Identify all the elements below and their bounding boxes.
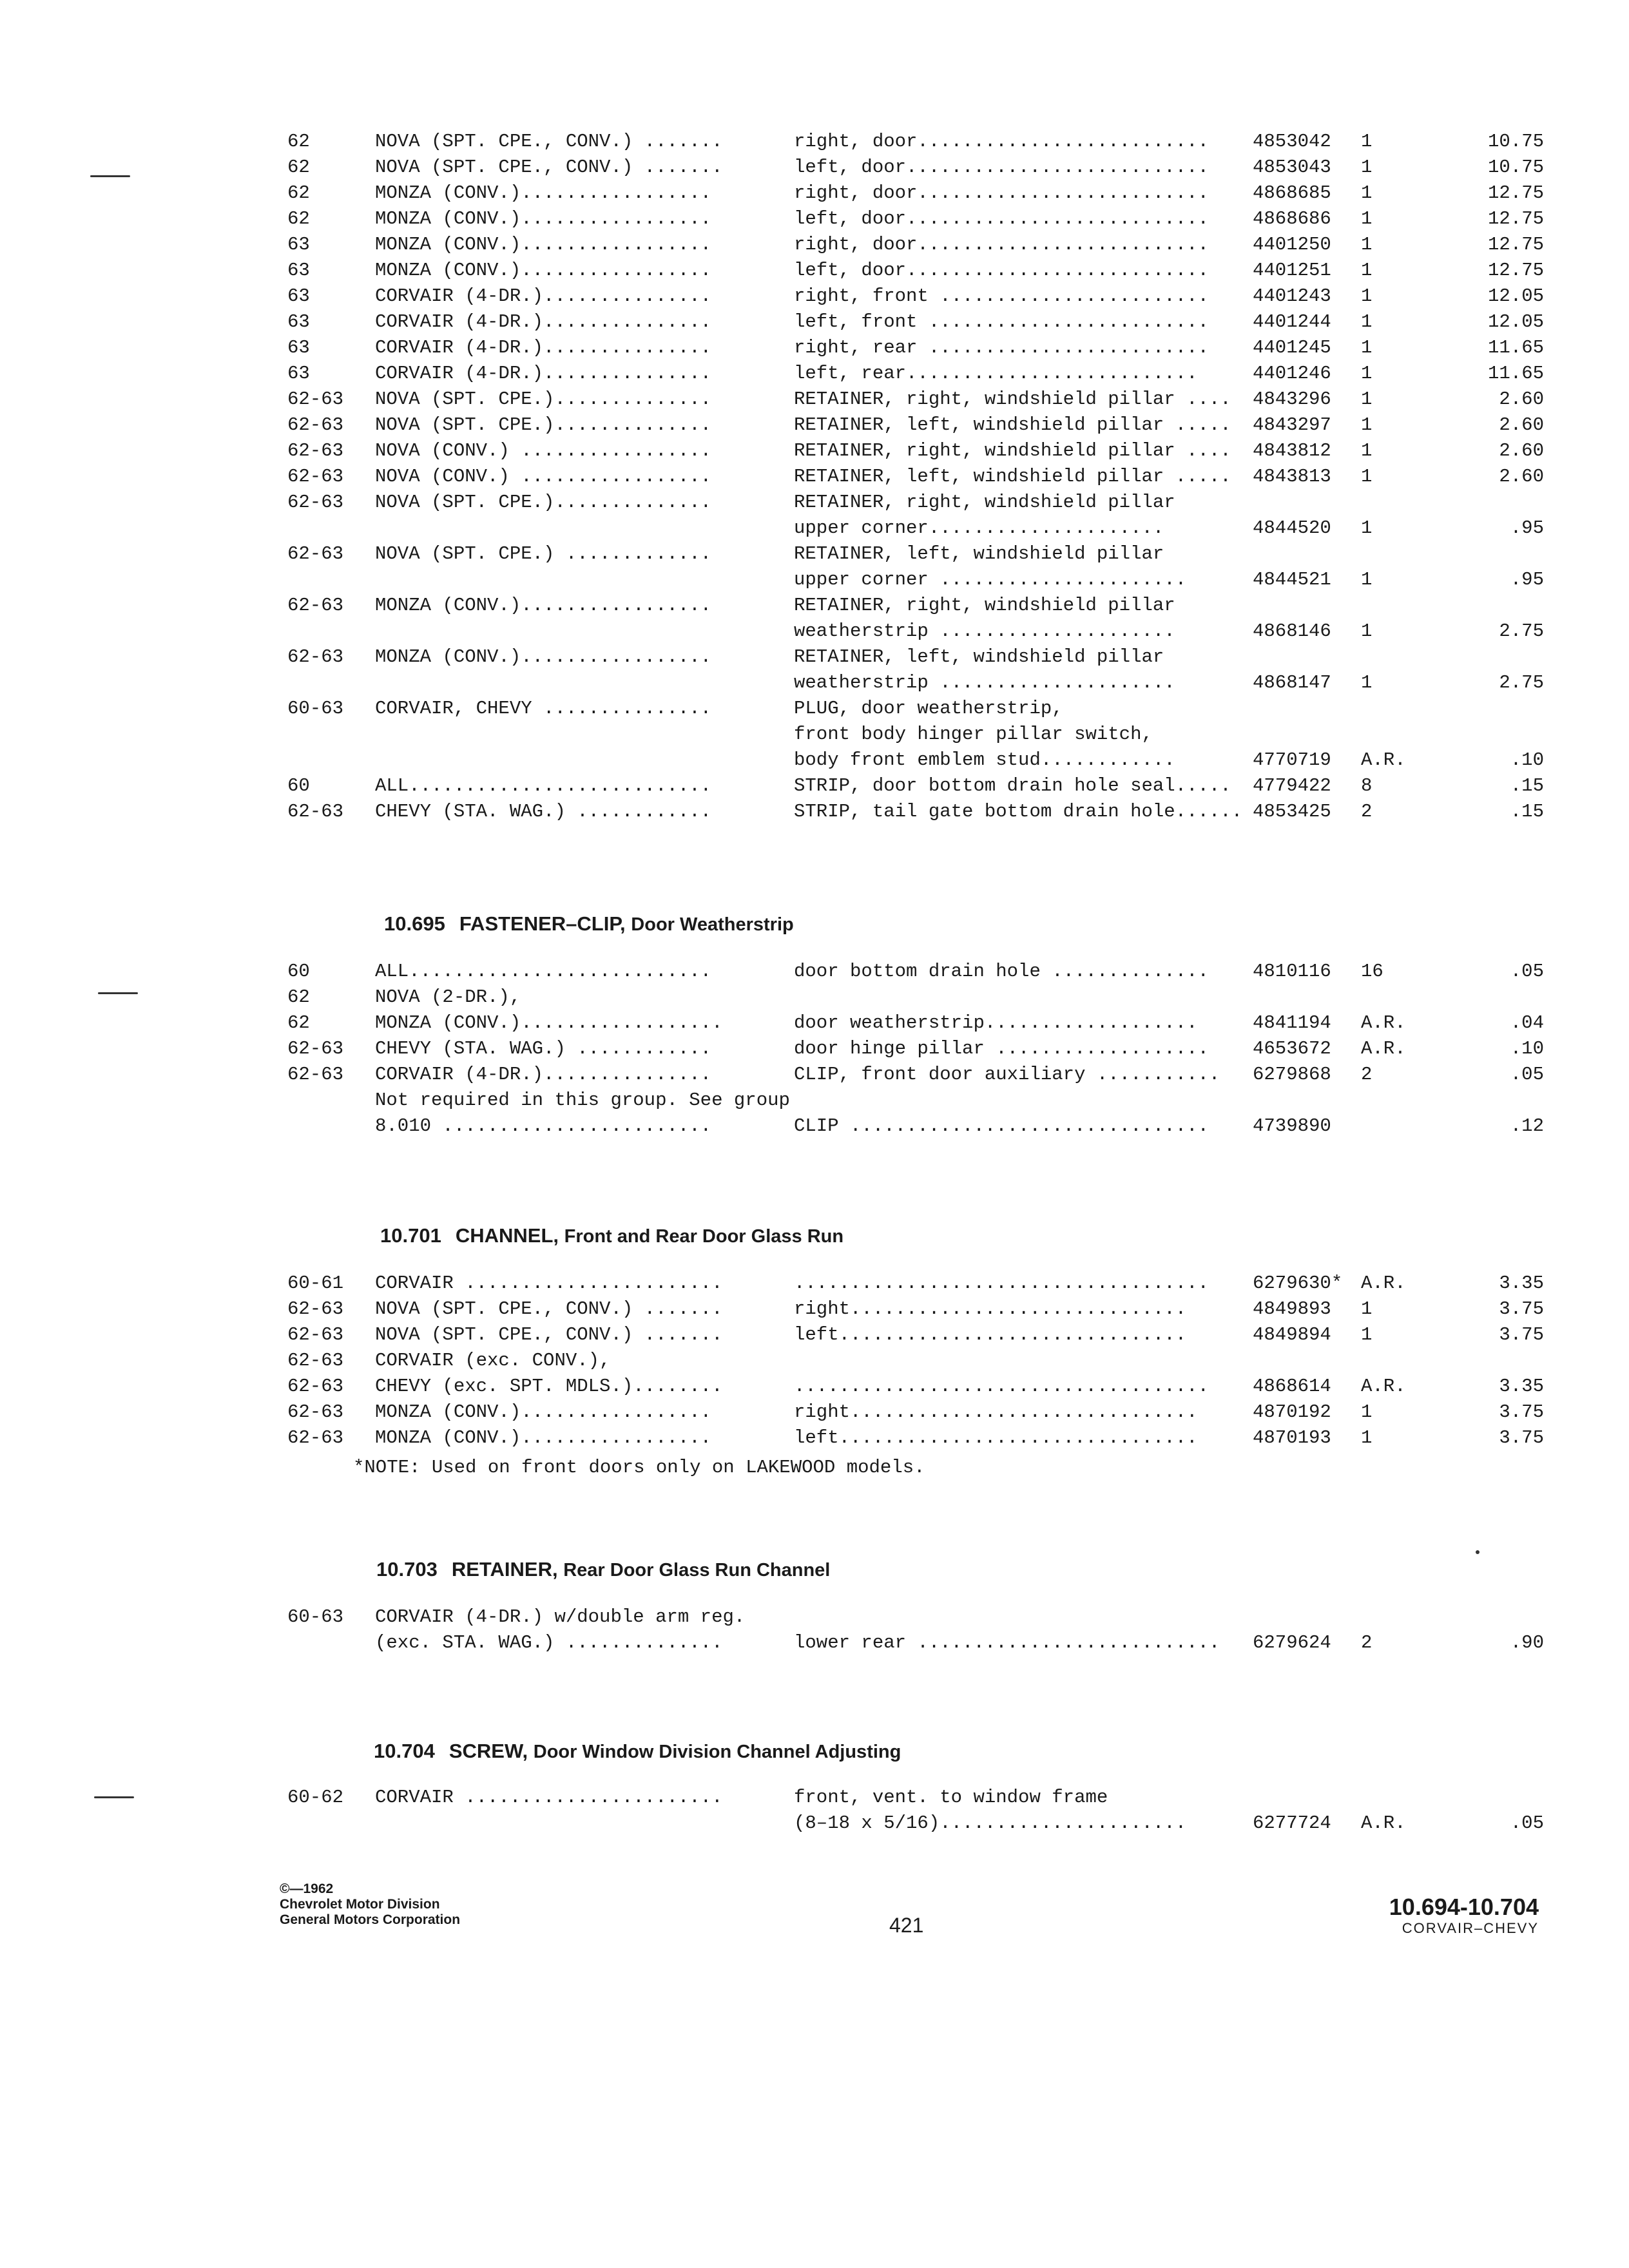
cell-qty: A.R. <box>1361 749 1406 771</box>
table-row <box>0 540 1629 568</box>
cell-qty: 1 <box>1361 517 1373 539</box>
cell-desc: left................................ <box>794 1427 1198 1448</box>
cell-price: .90 <box>1510 1632 1544 1653</box>
cell-model: CORVAIR (4-DR.)............... <box>375 1064 712 1085</box>
margin-dot <box>1476 1550 1480 1554</box>
cell-qty: 1 <box>1361 311 1373 332</box>
cell-price: 12.75 <box>1487 234 1544 255</box>
cell-desc: RETAINER, right, windshield pillar <box>794 595 1175 616</box>
section-number: 10.701 <box>380 1224 441 1247</box>
cell-part: 4853043 <box>1253 157 1331 178</box>
table-row <box>0 128 1629 156</box>
cell-year: 62 <box>287 131 310 152</box>
cell-desc: RETAINER, left, windshield pillar ..... <box>794 414 1231 436</box>
cell-desc: upper corner ...................... <box>794 569 1187 590</box>
cell-desc: left, rear.......................... <box>794 363 1198 384</box>
cell-model: CORVAIR ....................... <box>375 1273 723 1294</box>
cell-qty: 1 <box>1361 620 1373 642</box>
cell-part: 4853042 <box>1253 131 1331 152</box>
cell-desc: (8–18 x 5/16)...................... <box>794 1812 1187 1834</box>
cell-qty: 1 <box>1361 1427 1373 1448</box>
table-row <box>0 669 1629 697</box>
cell-part: 6279868 <box>1253 1064 1331 1085</box>
cell-model: NOVA (SPT. CPE., CONV.) ....... <box>375 131 723 152</box>
cell-price: 2.60 <box>1499 466 1544 487</box>
cell-model: Not required in this group. See group <box>375 1090 790 1111</box>
cell-year: 62 <box>287 986 310 1008</box>
table-row <box>0 772 1629 800</box>
section-subtitle: Door Window Division Channel Adjusting <box>533 1742 901 1762</box>
cell-year: 62-63 <box>287 1427 344 1448</box>
cell-part: 4844520 <box>1253 517 1331 539</box>
section-number: 10.703 <box>376 1558 438 1581</box>
cell-qty: 1 <box>1361 1298 1373 1320</box>
cell-desc: left, door........................... <box>794 157 1209 178</box>
cell-year: 60-61 <box>287 1273 344 1294</box>
table-row <box>0 1061 1629 1089</box>
cell-model: NOVA (SPT. CPE.).............. <box>375 492 712 513</box>
table-row <box>0 617 1629 646</box>
cell-part: 4401250 <box>1253 234 1331 255</box>
cell-price: 3.75 <box>1499 1401 1544 1423</box>
cell-year: 62-63 <box>287 543 344 564</box>
cell-qty: 1 <box>1361 389 1373 410</box>
cell-qty: 1 <box>1361 157 1373 178</box>
table-row <box>0 1347 1629 1375</box>
section-heading-10-701 <box>380 1220 843 1251</box>
cell-price: 12.75 <box>1487 182 1544 204</box>
table-row <box>0 1603 1629 1631</box>
table-row <box>0 643 1629 671</box>
cell-year: 63 <box>287 337 310 358</box>
table-row <box>0 1809 1629 1838</box>
table-row <box>0 1112 1629 1140</box>
cell-desc: upper corner..................... <box>794 517 1164 539</box>
cell-part: 4870192 <box>1253 1401 1331 1423</box>
cell-year: 62-63 <box>287 1350 344 1371</box>
cell-year: 62-63 <box>287 1401 344 1423</box>
table-row <box>0 488 1629 517</box>
table-row <box>0 695 1629 723</box>
table-row <box>0 153 1629 182</box>
cell-desc: RETAINER, right, windshield pillar .... <box>794 389 1231 410</box>
cell-part: 4868686 <box>1253 208 1331 229</box>
cell-model: CORVAIR, CHEVY ............... <box>375 698 712 719</box>
cell-qty: 1 <box>1361 208 1373 229</box>
cell-desc: RETAINER, right, windshield pillar <box>794 492 1175 513</box>
cell-model: NOVA (2-DR.), <box>375 986 521 1008</box>
cell-qty: 1 <box>1361 1324 1373 1345</box>
cell-qty: 8 <box>1361 775 1373 796</box>
table-row <box>0 1009 1629 1037</box>
cell-model: NOVA (SPT. CPE.).............. <box>375 414 712 436</box>
table-row <box>0 385 1629 414</box>
cell-price: 3.75 <box>1499 1324 1544 1345</box>
cell-model: MONZA (CONV.)................. <box>375 260 712 281</box>
cell-desc: weatherstrip ..................... <box>794 672 1175 693</box>
table-row <box>0 591 1629 620</box>
section-title: FASTENER–CLIP, <box>459 912 626 935</box>
cell-price: 3.35 <box>1499 1376 1544 1397</box>
series-label: CORVAIR–CHEVY <box>1402 1920 1539 1936</box>
cell-model: NOVA (CONV.) ................. <box>375 466 712 487</box>
cell-part: 4779422 <box>1253 775 1331 796</box>
cell-qty: 2 <box>1361 1064 1373 1085</box>
table-row <box>0 1372 1629 1401</box>
cell-part: 4868147 <box>1253 672 1331 693</box>
cell-qty: 2 <box>1361 1632 1373 1653</box>
cell-qty: 1 <box>1361 131 1373 152</box>
cell-desc: front body hinger pillar switch, <box>794 724 1153 745</box>
cell-year: 62-63 <box>287 1376 344 1397</box>
table-row <box>0 256 1629 285</box>
cell-year: 63 <box>287 285 310 307</box>
cell-model: MONZA (CONV.)................. <box>375 208 712 229</box>
table-row <box>0 231 1629 259</box>
cell-model: CORVAIR (4-DR.)............... <box>375 285 712 307</box>
cell-model: NOVA (SPT. CPE.) ............. <box>375 543 712 564</box>
cell-desc: front, vent. to window frame <box>794 1787 1108 1808</box>
cell-part: 4401245 <box>1253 337 1331 358</box>
cell-year: 62-63 <box>287 1298 344 1320</box>
cell-model: MONZA (CONV.)................. <box>375 1401 712 1423</box>
cell-model: MONZA (CONV.).................. <box>375 1012 723 1033</box>
cell-part: 6279630* <box>1253 1273 1343 1294</box>
table-row <box>0 179 1629 207</box>
cell-price: 12.75 <box>1487 260 1544 281</box>
cell-model: NOVA (CONV.) ................. <box>375 440 712 461</box>
cell-part: 4843296 <box>1253 389 1331 410</box>
cell-price: 3.35 <box>1499 1273 1544 1294</box>
table-row <box>0 720 1629 749</box>
cell-year: 62-63 <box>287 646 344 668</box>
cell-price: 2.75 <box>1499 620 1544 642</box>
cell-year: 62-63 <box>287 492 344 513</box>
page-number: 421 <box>889 1914 924 1937</box>
copyright-block <box>280 1881 460 1928</box>
table-row <box>0 566 1629 594</box>
table-row <box>0 411 1629 439</box>
cell-desc: right, door.......................... <box>794 234 1209 255</box>
table-row <box>0 983 1629 1012</box>
cell-model: NOVA (SPT. CPE., CONV.) ....... <box>375 1298 723 1320</box>
cell-year: 60-62 <box>287 1787 344 1808</box>
cell-model: CHEVY (exc. SPT. MDLS.)........ <box>375 1376 723 1397</box>
cell-part: 4868146 <box>1253 620 1331 642</box>
cell-qty: A.R. <box>1361 1376 1406 1397</box>
cell-desc: right, door.......................... <box>794 182 1209 204</box>
cell-year: 62-63 <box>287 1324 344 1345</box>
cell-desc: left, front ......................... <box>794 311 1209 332</box>
cell-year: 63 <box>287 363 310 384</box>
table-row <box>0 514 1629 543</box>
section-title: CHANNEL, <box>455 1224 559 1247</box>
corporation: General Motors Corporation <box>280 1912 461 1927</box>
cell-qty: 1 <box>1361 182 1373 204</box>
cell-desc: RETAINER, left, windshield pillar <box>794 646 1164 668</box>
section-heading-10-703 <box>376 1554 830 1585</box>
cell-model: (exc. STA. WAG.) .............. <box>375 1632 723 1653</box>
cell-desc: STRIP, tail gate bottom drain hole...... <box>794 801 1243 822</box>
cell-year: 63 <box>287 311 310 332</box>
cell-part: 4843813 <box>1253 466 1331 487</box>
table-row <box>0 957 1629 986</box>
cell-part: 4401244 <box>1253 311 1331 332</box>
cell-year: 62 <box>287 208 310 229</box>
footnote: *NOTE: Used on front doors only on LAKEWOOD models. <box>353 1457 925 1478</box>
section-subtitle: Door Weatherstrip <box>631 914 794 935</box>
cell-part: 6277724 <box>1253 1812 1331 1834</box>
cell-price: 2.60 <box>1499 414 1544 436</box>
table-row <box>0 308 1629 336</box>
cell-model: CORVAIR (4-DR.) w/double arm reg. <box>375 1606 746 1628</box>
cell-qty: 1 <box>1361 234 1373 255</box>
cell-year: 62-63 <box>287 440 344 461</box>
cell-model: MONZA (CONV.)................. <box>375 234 712 255</box>
cell-price: 2.60 <box>1499 389 1544 410</box>
cell-part: 4653672 <box>1253 1038 1331 1059</box>
cell-desc: PLUG, door weatherstrip, <box>794 698 1063 719</box>
cell-price: 2.75 <box>1499 672 1544 693</box>
cell-model: CORVAIR ....................... <box>375 1787 723 1808</box>
table-row <box>0 437 1629 465</box>
cell-qty: 1 <box>1361 337 1373 358</box>
cell-model: MONZA (CONV.)................. <box>375 182 712 204</box>
cell-qty: 1 <box>1361 440 1373 461</box>
cell-year: 63 <box>287 260 310 281</box>
cell-price: 12.05 <box>1487 285 1544 307</box>
table-row <box>0 1269 1629 1298</box>
table-row <box>0 360 1629 388</box>
cell-desc: RETAINER, right, windshield pillar .... <box>794 440 1231 461</box>
cell-desc: STRIP, door bottom drain hole seal..... <box>794 775 1231 796</box>
cell-price: 11.65 <box>1487 337 1544 358</box>
table-row <box>0 1321 1629 1349</box>
cell-price: 2.60 <box>1499 440 1544 461</box>
cell-year: 62-63 <box>287 595 344 616</box>
cell-part: 4843812 <box>1253 440 1331 461</box>
cell-year: 62-63 <box>287 389 344 410</box>
cell-desc: body front emblem stud............ <box>794 749 1175 771</box>
cell-qty: 2 <box>1361 801 1373 822</box>
table-row <box>0 1424 1629 1452</box>
cell-year: 60 <box>287 961 310 982</box>
cell-price: .12 <box>1510 1115 1544 1137</box>
section-heading-10-704 <box>374 1736 901 1767</box>
cell-price: .10 <box>1510 749 1544 771</box>
cell-model: CHEVY (STA. WAG.) ............ <box>375 801 712 822</box>
cell-model: MONZA (CONV.)................. <box>375 595 712 616</box>
table-row <box>0 205 1629 233</box>
section-range: 10.694-10.704 <box>1389 1894 1539 1920</box>
copyright: ©—1962 <box>280 1881 334 1896</box>
cell-part: 4868614 <box>1253 1376 1331 1397</box>
cell-price: 10.75 <box>1487 131 1544 152</box>
section-number: 10.704 <box>374 1740 435 1762</box>
table-row <box>0 798 1629 826</box>
cell-qty: 1 <box>1361 260 1373 281</box>
cell-desc: ..................................... <box>794 1273 1209 1294</box>
cell-desc: left, door........................... <box>794 208 1209 229</box>
cell-model: MONZA (CONV.)................. <box>375 1427 712 1448</box>
cell-qty: 1 <box>1361 466 1373 487</box>
cell-qty: A.R. <box>1361 1812 1406 1834</box>
cell-year: 62-63 <box>287 414 344 436</box>
cell-year: 62-63 <box>287 466 344 487</box>
cell-model: 8.010 ........................ <box>375 1115 712 1137</box>
cell-model: CORVAIR (4-DR.)............... <box>375 337 712 358</box>
table-row <box>0 1629 1629 1657</box>
cell-part: 4770719 <box>1253 749 1331 771</box>
cell-price: .95 <box>1510 517 1544 539</box>
cell-price: .10 <box>1510 1038 1544 1059</box>
cell-model: ALL........................... <box>375 775 712 796</box>
cell-qty: 1 <box>1361 285 1373 307</box>
cell-desc: ..................................... <box>794 1376 1209 1397</box>
cell-year: 62-63 <box>287 1064 344 1085</box>
cell-qty: 1 <box>1361 1401 1373 1423</box>
cell-model: NOVA (SPT. CPE., CONV.) ....... <box>375 1324 723 1345</box>
cell-qty: 16 <box>1361 961 1383 982</box>
cell-price: 3.75 <box>1499 1427 1544 1448</box>
section-subtitle: Front and Rear Door Glass Run <box>564 1226 844 1247</box>
cell-part: 4401251 <box>1253 260 1331 281</box>
table-row <box>0 746 1629 774</box>
section-title: RETAINER, <box>451 1558 558 1581</box>
cell-price: .05 <box>1510 1812 1544 1834</box>
cell-model: CORVAIR (exc. CONV.), <box>375 1350 611 1371</box>
cell-part: 4849893 <box>1253 1298 1331 1320</box>
cell-desc: right............................... <box>794 1401 1198 1423</box>
cell-qty: 1 <box>1361 363 1373 384</box>
cell-price: .15 <box>1510 801 1544 822</box>
cell-part: 4401246 <box>1253 363 1331 384</box>
cell-model: NOVA (SPT. CPE.).............. <box>375 389 712 410</box>
cell-model: NOVA (SPT. CPE., CONV.) ....... <box>375 157 723 178</box>
section-title: SCREW, <box>448 1740 528 1762</box>
cell-price: .05 <box>1510 961 1544 982</box>
cell-desc: right.............................. <box>794 1298 1187 1320</box>
cell-year: 62 <box>287 182 310 204</box>
cell-desc: lower rear ........................... <box>794 1632 1220 1653</box>
cell-part: 4868685 <box>1253 182 1331 204</box>
cell-part: 4844521 <box>1253 569 1331 590</box>
cell-desc: RETAINER, left, windshield pillar ..... <box>794 466 1231 487</box>
division: Chevrolet Motor Division <box>280 1897 440 1912</box>
cell-qty: 1 <box>1361 414 1373 436</box>
cell-model: CORVAIR (4-DR.)............... <box>375 363 712 384</box>
table-row <box>0 334 1629 362</box>
cell-year: 62 <box>287 1012 310 1033</box>
cell-price: .95 <box>1510 569 1544 590</box>
cell-desc: door hinge pillar ................... <box>794 1038 1209 1059</box>
table-row <box>0 1295 1629 1323</box>
cell-part: 4841194 <box>1253 1012 1331 1033</box>
cell-part: 4401243 <box>1253 285 1331 307</box>
cell-price: 11.65 <box>1487 363 1544 384</box>
section-range-block <box>1389 1894 1539 1937</box>
cell-part: 4870193 <box>1253 1427 1331 1448</box>
cell-part: 4810116 <box>1253 961 1331 982</box>
cell-price: 3.75 <box>1499 1298 1544 1320</box>
cell-part: 4853425 <box>1253 801 1331 822</box>
cell-price: .04 <box>1510 1012 1544 1033</box>
cell-year: 62-63 <box>287 1038 344 1059</box>
section-number: 10.695 <box>384 912 445 935</box>
cell-price: 12.05 <box>1487 311 1544 332</box>
cell-part: 4843297 <box>1253 414 1331 436</box>
cell-desc: right, front ........................ <box>794 285 1209 307</box>
cell-model: MONZA (CONV.)................. <box>375 646 712 668</box>
cell-desc: door bottom drain hole .............. <box>794 961 1209 982</box>
cell-desc: right, door.......................... <box>794 131 1209 152</box>
section-heading-10-695 <box>384 908 794 939</box>
table-row <box>0 463 1629 491</box>
cell-model: CHEVY (STA. WAG.) ............ <box>375 1038 712 1059</box>
cell-desc: right, rear ......................... <box>794 337 1209 358</box>
cell-qty: 1 <box>1361 569 1373 590</box>
cell-price: 10.75 <box>1487 157 1544 178</box>
cell-model: ALL........................... <box>375 961 712 982</box>
table-row <box>0 1035 1629 1063</box>
cell-part: 4849894 <box>1253 1324 1331 1345</box>
cell-qty: A.R. <box>1361 1273 1406 1294</box>
cell-desc: weatherstrip ..................... <box>794 620 1175 642</box>
cell-year: 62-63 <box>287 801 344 822</box>
table-row <box>0 1086 1629 1115</box>
section-subtitle: Rear Door Glass Run Channel <box>563 1560 831 1581</box>
cell-price: 12.75 <box>1487 208 1544 229</box>
cell-price: .15 <box>1510 775 1544 796</box>
cell-qty: 1 <box>1361 672 1373 693</box>
cell-desc: left, door........................... <box>794 260 1209 281</box>
cell-model: CORVAIR (4-DR.)............... <box>375 311 712 332</box>
cell-year: 62 <box>287 157 310 178</box>
cell-price: .05 <box>1510 1064 1544 1085</box>
cell-desc: RETAINER, left, windshield pillar <box>794 543 1164 564</box>
cell-year: 60-63 <box>287 1606 344 1628</box>
cell-year: 60 <box>287 775 310 796</box>
table-row <box>0 1398 1629 1427</box>
cell-desc: CLIP ................................ <box>794 1115 1209 1137</box>
cell-qty: A.R. <box>1361 1012 1406 1033</box>
cell-year: 60-63 <box>287 698 344 719</box>
cell-part: 6279624 <box>1253 1632 1331 1653</box>
cell-qty: A.R. <box>1361 1038 1406 1059</box>
cell-desc: door weatherstrip................... <box>794 1012 1198 1033</box>
cell-part: 4739890 <box>1253 1115 1331 1137</box>
cell-desc: CLIP, front door auxiliary ........... <box>794 1064 1220 1085</box>
cell-year: 63 <box>287 234 310 255</box>
table-row <box>0 282 1629 311</box>
cell-desc: left............................... <box>794 1324 1187 1345</box>
table-row <box>0 1783 1629 1812</box>
